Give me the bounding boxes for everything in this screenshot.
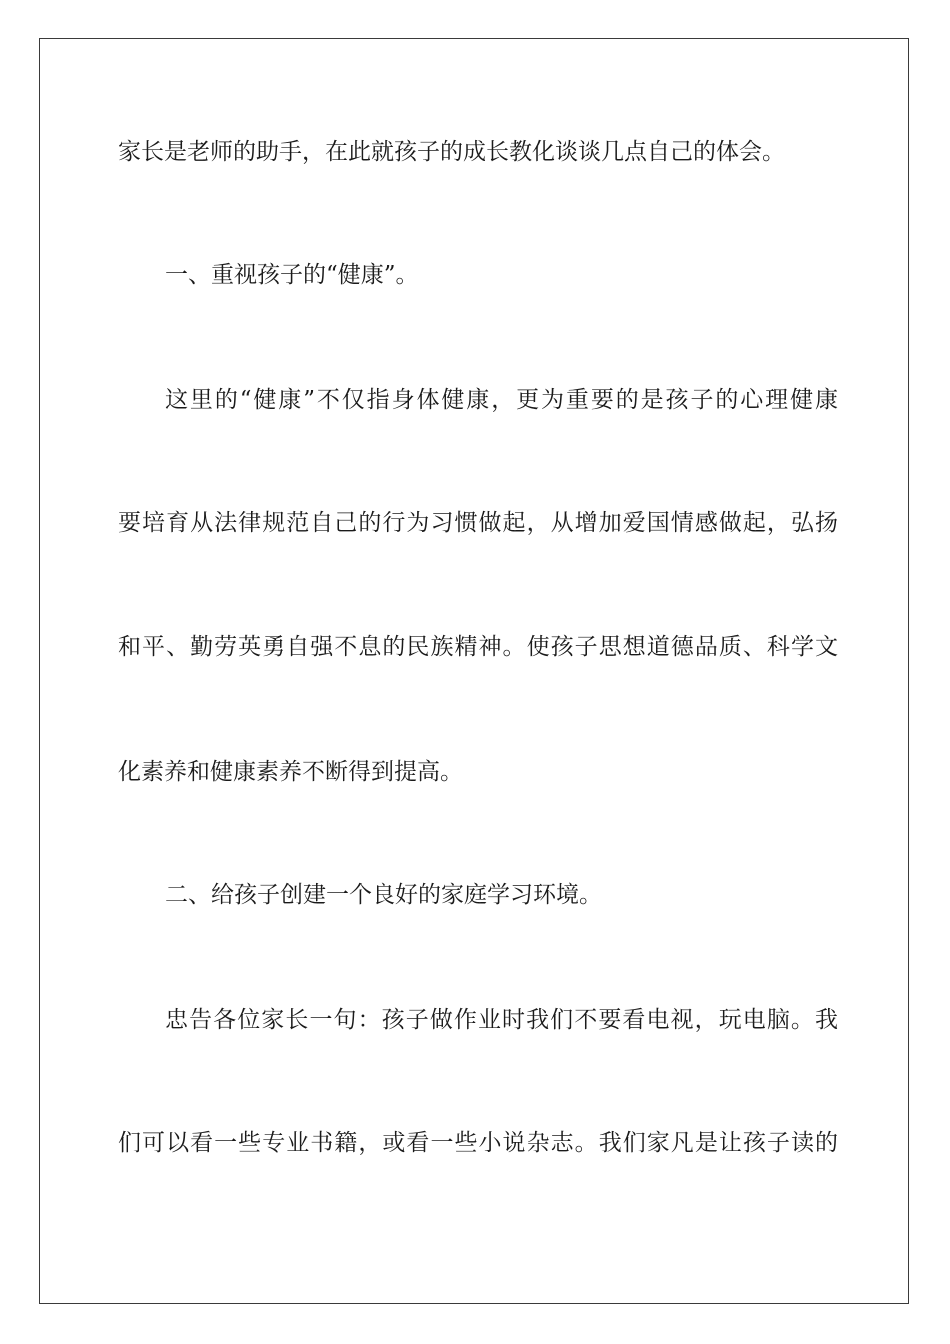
- paragraph-line: 忠告各位家长一句：孩子做作业时我们不要看电视，玩电脑。我: [165, 1007, 838, 1033]
- paragraph-line: 和平、勤劳英勇自强不息的民族精神。使孩子思想道德品质、科学文: [118, 634, 838, 660]
- paragraph-line: 化素养和健康素养不断得到提高。: [118, 759, 463, 785]
- paragraph-line: 家长是老师的助手，在此就孩子的成长教化谈谈几点自己的体会。: [118, 139, 785, 165]
- paragraph-line: 要培育从法律规范自己的行为习惯做起，从增加爱国情感做起，弘扬: [118, 510, 838, 536]
- paragraph-line: 们可以看一些专业书籍，或看一些小说杂志。我们家凡是让孩子读的: [118, 1130, 838, 1156]
- paragraph-line: 这里的“健康”不仅指身体健康，更为重要的是孩子的心理健康: [165, 387, 838, 413]
- section-heading-1: 一、重视孩子的“健康”。: [165, 262, 419, 288]
- section-heading-2: 二、给孩子创建一个良好的家庭学习环境。: [165, 882, 602, 908]
- page-frame: [39, 38, 909, 1304]
